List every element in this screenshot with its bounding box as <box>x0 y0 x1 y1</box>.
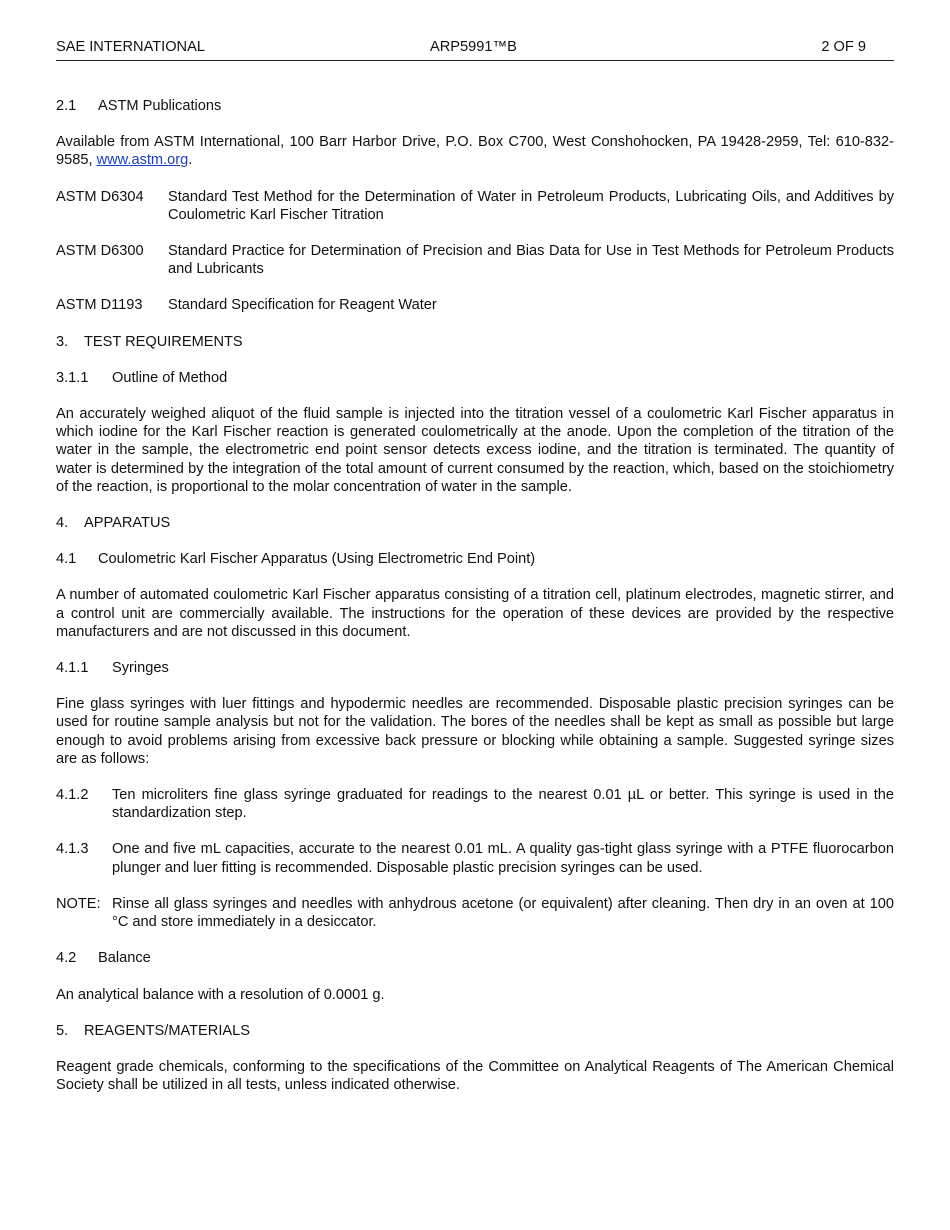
numbered-item <box>56 840 894 876</box>
note-text: Rinse all glass syringes and needles with anhydrous acetone (or equivalent) after cleaning. Then dry in an oven at 100 °C and store immediately in a desiccator. <box>112 895 894 931</box>
note-label: NOTE: <box>56 895 101 912</box>
reference-title: Standard Practice for Determination of Precision and Bias Data for Use in Test Methods for Petroleum Products and Lubricants <box>168 243 894 278</box>
reagents-paragraph: Reagent grade chemicals, conforming to the specifications of the Committee on Analytical Reagents of The American Chemical Society shall be utilized in all tests, unless indicated otherwise. <box>56 1058 894 1094</box>
section-heading-4-1 <box>56 550 894 568</box>
section-number: 4.1.1 <box>56 660 89 677</box>
item-text: One and five mL capacities, accurate to the nearest 0.01 mL. A quality gas-tight glass syringe with a PTFE fluorocarbon plunger and luer fitting is recommended. Disposable plastic precision syringes can be used. <box>112 841 894 876</box>
section-title: Syringes <box>112 660 169 677</box>
item-text: Ten microliters fine glass syringe graduated for readings to the nearest 0.01 µL or better. This syringe is used in the standardization step. <box>112 787 894 822</box>
section-number: 3. <box>56 333 69 350</box>
header-page-number: 2 OF 9 <box>821 39 866 55</box>
section-title: REAGENTS/MATERIALS <box>84 1022 250 1039</box>
item-label: 4.1.2 <box>56 787 89 804</box>
section-number: 4.1 <box>56 551 77 568</box>
section-heading-3-1-1 <box>56 369 894 387</box>
section-number: 2.1 <box>56 98 77 114</box>
availability-text: Available from ASTM International, 100 Barr Harbor Drive, P.O. Box C700, West Conshohocken, PA 19428-2959, Tel: 610-832-9585, <box>56 134 894 169</box>
method-outline-paragraph: An accurately weighed aliquot of the fluid sample is injected into the titration vessel of a coulometric Karl Fischer apparatus in which iodine for the Karl Fischer reaction is generated coulometrically at the anode. Upon the completion of the titration of the water in the sample, the electrometric end point sensor detects excess iodine, and the titration is terminated. The quantity of water is determined by the integration of the total amount of current consumed by the reaction, which, based on the stoichiometry of the reaction, is proportional to the molar concentration of water in the sample. <box>56 406 894 495</box>
page-header <box>56 38 894 61</box>
section-number: 5. <box>56 1022 69 1039</box>
section-heading-4 <box>56 514 894 532</box>
reference-title: Standard Test Method for the Determination of Water in Petroleum Products, Lubricating Oils, and Additives by Coulometric Karl Fischer Titration <box>168 188 894 223</box>
section-heading-4-1-1 <box>56 659 894 677</box>
period: . <box>188 152 193 169</box>
reference-title: Standard Specification for Reagent Water <box>168 297 437 314</box>
numbered-item <box>56 786 894 822</box>
section-heading-5 <box>56 1022 894 1040</box>
syringes-paragraph: Fine glass syringes with luer fittings and hypodermic needles are recommended. Disposable plastic precision syringes can be used for routine sample analysis but not for the validation. The bores of the needles shall be kept as small as possible but large enough to avoid problems arising from excessive back pressure or blocking while obtaining a sample. Suggested syringe sizes are as follows: <box>56 696 894 767</box>
section-title: Outline of Method <box>112 369 228 386</box>
header-organization: SAE INTERNATIONAL <box>56 39 205 55</box>
reference-code: ASTM D6304 <box>56 188 144 205</box>
section-heading-3 <box>56 333 894 351</box>
section-title: TEST REQUIREMENTS <box>84 333 243 350</box>
reference-code: ASTM D6300 <box>56 243 144 260</box>
balance-paragraph: An analytical balance with a resolution of 0.0001 g. <box>56 986 385 1003</box>
section-title: APPARATUS <box>84 515 171 532</box>
reference-code: ASTM D1193 <box>56 297 143 314</box>
section-number: 3.1.1 <box>56 369 89 386</box>
section-heading-2-1 <box>56 97 894 115</box>
reference-entry <box>56 188 894 224</box>
item-label: 4.1.3 <box>56 841 89 858</box>
astm-availability-paragraph <box>56 133 894 169</box>
section-heading-4-2 <box>56 949 894 967</box>
section-title: ASTM Publications <box>98 98 222 114</box>
section-title: Coulometric Karl Fischer Apparatus (Using Electrometric End Point) <box>98 551 536 568</box>
section-title: Balance <box>98 950 151 967</box>
section-number: 4.2 <box>56 950 77 967</box>
astm-website-link[interactable]: www.astm.org <box>96 152 189 169</box>
reference-entry <box>56 296 894 314</box>
section-number: 4. <box>56 515 69 532</box>
document-body <box>56 97 894 1112</box>
apparatus-paragraph: A number of automated coulometric Karl Fischer apparatus consisting of a titration cell, platinum electrodes, magnetic stirrer, and a control unit are commercially available. The instructions for the operation of these devices are provided by the respective manufacturers and are not discussed in this document. <box>56 587 894 640</box>
header-document-number: ARP5991™B <box>430 39 517 55</box>
note-item <box>56 895 894 931</box>
reference-entry <box>56 242 894 278</box>
